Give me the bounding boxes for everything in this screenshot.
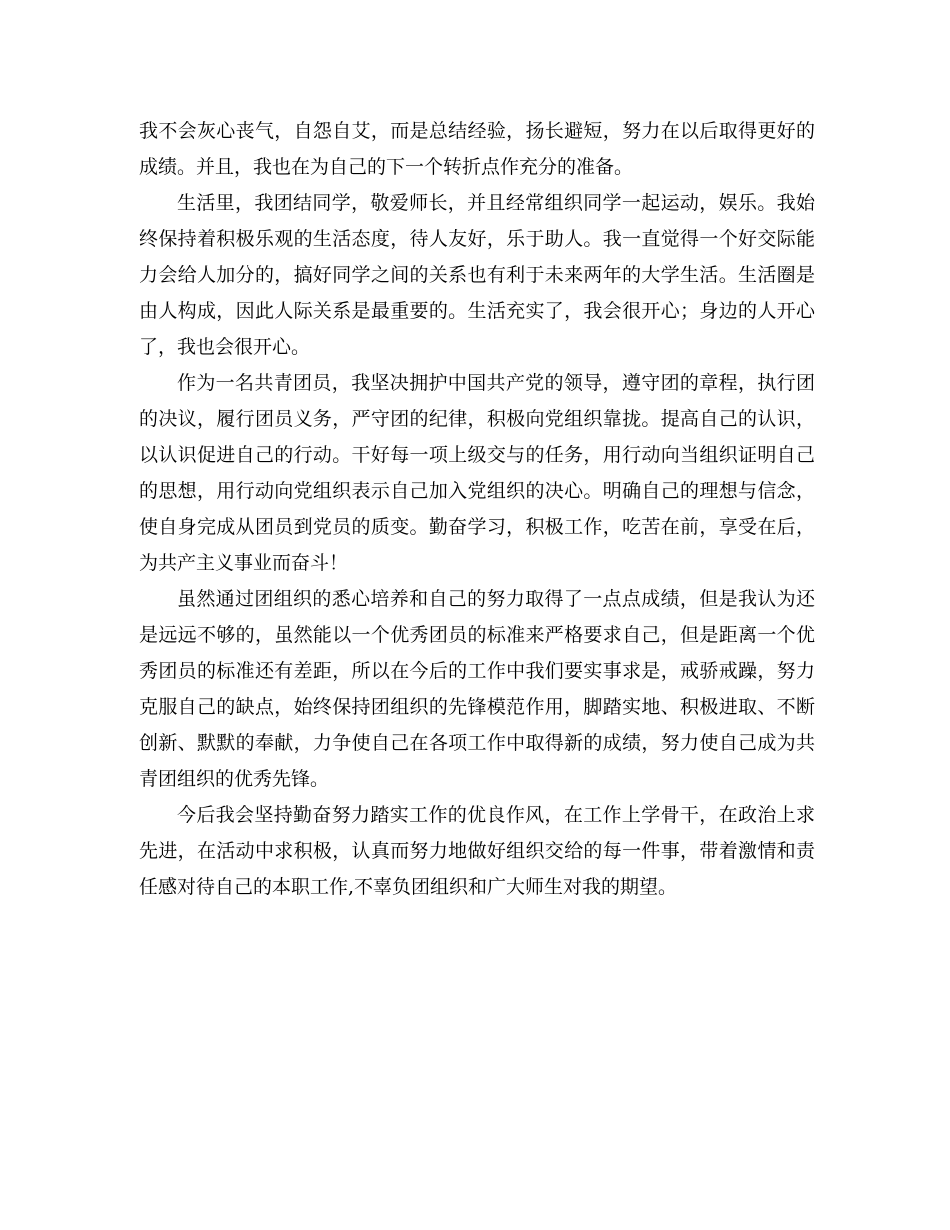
paragraph-2: 生活里，我团结同学，敬爱师长，并且经常组织同学一起运动，娱乐。我始终保持着积极乐观的生活态度，待人友好，乐于助人。我一直觉得一个好交际能力会给人加分的，搞好同学之间的关系也有利于未来两年的大学生活。生活圈是由人构成，因此人际关系是最重要的。生活充实了，我会很开心；身边的人开心了，我也会很开心。	[139, 192, 815, 358]
paragraph-1: 我不会灰心丧气，自怨自艾，而是总结经验，扬长避短，努力在以后取得更好的成绩。并且，我也在为自己的下一个转折点作充分的准备。	[139, 120, 815, 178]
document-body	[139, 113, 815, 905]
paragraph-3: 作为一名共青团员，我坚决拥护中国共产党的领导，遵守团的章程，执行团的决议，履行团员义务，严守团的纪律，积极向党组织靠拢。提高自己的认识，以认识促进自己的行动。干好每一项上级交与的任务，用行动向当组织证明自己的思想，用行动向党组织表示自己加入党组织的决心。明确自己的理想与信念，使自身完成从团员到党员的质变。勤奋学习，积极工作，吃苦在前，享受在后，为共产主义事业而奋斗！	[139, 372, 815, 574]
paragraph-4: 虽然通过团组织的悉心培养和自己的努力取得了一点点成绩，但是我认为还是远远不够的，虽然能以一个优秀团员的标准来严格要求自己，但是距离一个优秀团员的标准还有差距，所以在今后的工作中我们要实事求是，戒骄戒躁，努力克服自己的缺点，始终保持团组织的先锋模范作用，脚踏实地、积极进取、不断创新、默默的奉献，力争使自己在各项工作中取得新的成绩，努力使自己成为共青团组织的优秀先锋。	[139, 588, 815, 790]
paragraph-5: 今后我会坚持勤奋努力踏实工作的优良作风，在工作上学骨干，在政治上求先进，在活动中求积极，认真而努力地做好组织交给的每一件事，带着激情和责任感对待自己的本职工作,不辜负团组织和广大师生对我的期望。	[139, 804, 815, 898]
